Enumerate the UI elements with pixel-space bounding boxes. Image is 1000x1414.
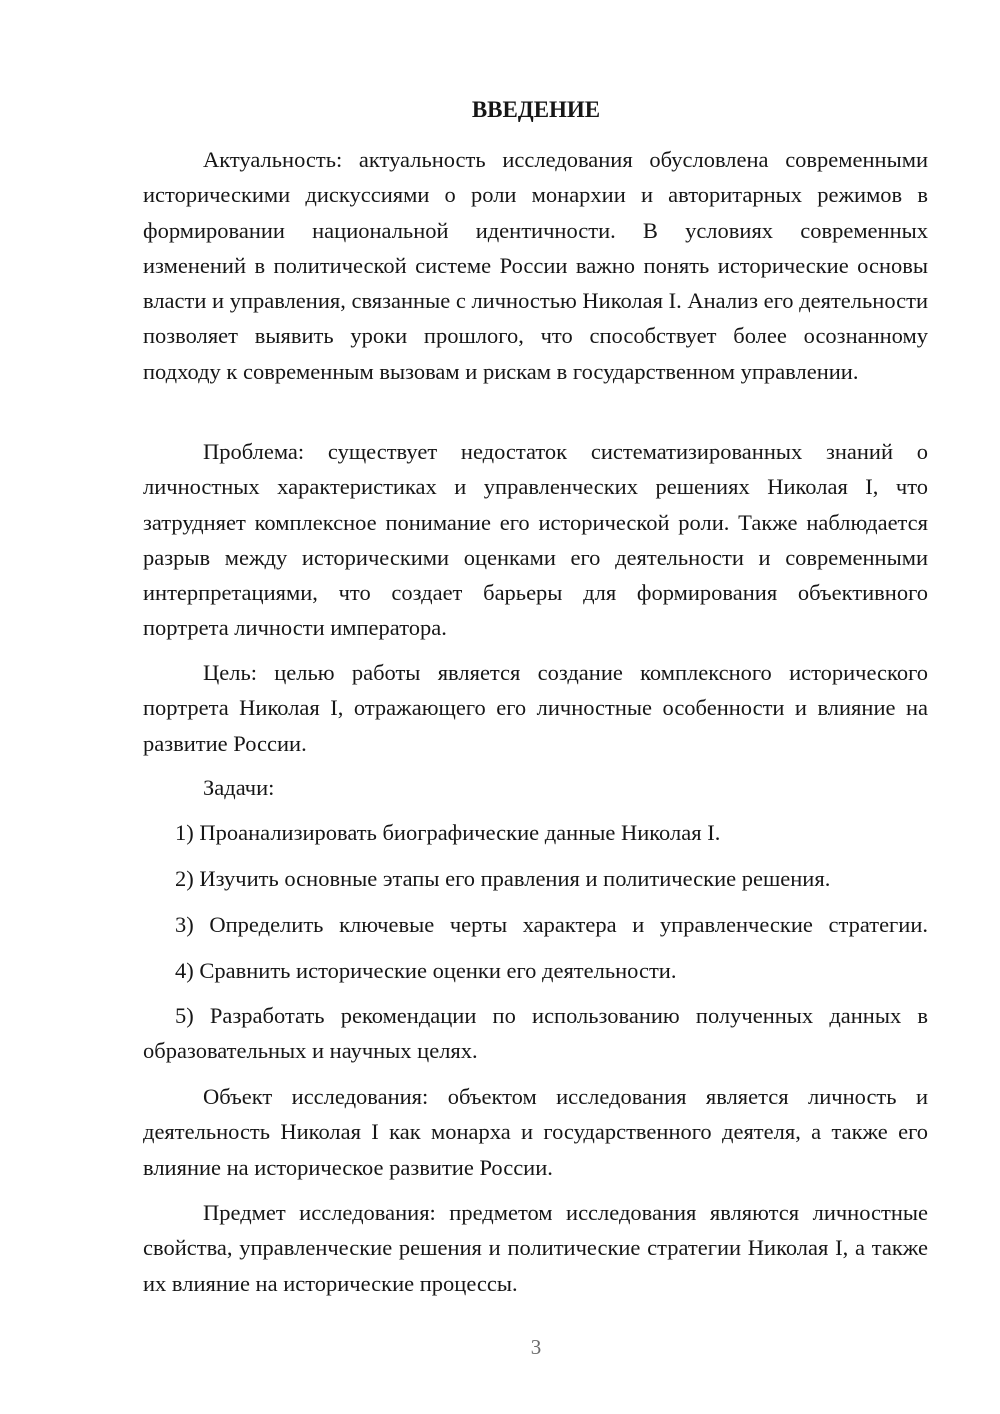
paragraph-goal: Цель: целью работы является создание комплексного исторического портрета Николая I, отражающего его личностные особенности и влияние на развитие России.	[143, 660, 928, 756]
section-heading: ВВЕДЕНИЕ	[471, 97, 601, 122]
task-item: 4) Сравнить исторические оценки его деятельности.	[175, 958, 677, 983]
tasks-label: Задачи:	[203, 775, 275, 800]
paragraph-relevance: Актуальность: актуальность исследования обусловлена современными историческими дискуссиями о роли монархии и авторитарных режимов в формировании национальной идентичности. В условиях современных изменений в политической системе России важно понять исторические основы власти и управления, связанные с личностью Николая I. Анализ его деятельности позволяет выявить уроки прошлого, что способствует более осознанному подходу к современным вызовам и рискам в государственном управлении.	[143, 147, 928, 384]
task-item: 2) Изучить основные этапы его правления и политические решения.	[175, 866, 831, 891]
task-item: 3) Определить ключевые черты характера и управленческие стратегии.	[175, 912, 928, 937]
page-number: 3	[530, 1335, 542, 1359]
paragraph-subject: Предмет исследования: предметом исследования являются личностные свойства, управленческие решения и политические стратегии Николая I, а также их влияние на исторические процессы.	[143, 1200, 928, 1296]
task-item: 1) Проанализировать биографические данные Николая I.	[175, 820, 721, 845]
paragraph-problem: Проблема: существует недостаток систематизированных знаний о личностных характеристиках и управленческих решениях Николая I, что затрудняет комплексное понимание его исторической роли. Также наблюдается разрыв между историческими оценками его деятельности и современными интерпретациями, что создает барьеры для формирования объективного портрета личности императора.	[143, 439, 928, 641]
task-item: 5) Разработать рекомендации по использованию полученных данных в образовательных и научных целях.	[143, 1003, 928, 1064]
paragraph-object: Объект исследования: объектом исследования является личность и деятельность Николая I как монарха и государственного деятеля, а также его влияние на историческое развитие России.	[143, 1084, 928, 1180]
